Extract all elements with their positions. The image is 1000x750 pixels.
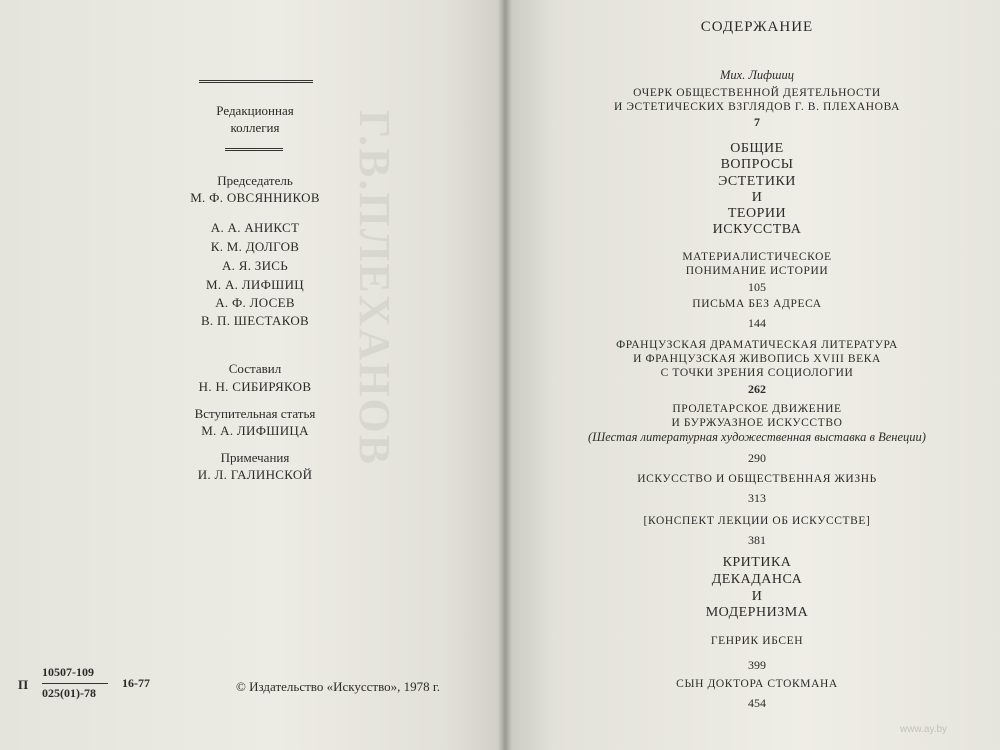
notes-name: И. Л. ГАЛИНСКОЙ <box>197 467 313 482</box>
toc-entry-title: ГЕНРИК ИБСЕН <box>710 635 804 647</box>
compiled-name: Н. Н. СИБИРЯКОВ <box>198 379 312 394</box>
pub-letter: П <box>18 677 29 692</box>
notes-label: Примечания <box>220 450 290 465</box>
section2-line-1: КРИТИКА <box>722 555 792 570</box>
toc-entry-page: 262 <box>748 382 766 396</box>
short-rule <box>225 148 283 151</box>
toc-entry-page: 381 <box>748 533 766 547</box>
member-1: А. А. АНИКСТ <box>210 220 300 235</box>
gutter <box>498 0 512 750</box>
section1-line-4: И <box>751 190 763 205</box>
intro-name: М. А. ЛИФШИЦА <box>201 423 309 438</box>
section1-line-6: ИСКУССТВА <box>712 222 802 237</box>
show-through-text: Г.В.ПЛЕХАНОВ <box>350 110 399 467</box>
intro-essay-page: 7 <box>754 115 760 129</box>
toc-entry-page: 454 <box>748 696 766 710</box>
watermark: www.ay.by <box>900 724 948 735</box>
toc-entry-title: СЫН ДОКТОРА СТОКМАНА <box>676 678 838 690</box>
section2-line-4: МОДЕРНИЗМА <box>705 605 809 620</box>
member-6: В. П. ШЕСТАКОВ <box>200 313 310 328</box>
member-4: М. А. ЛИФШИЦ <box>206 277 304 292</box>
pub-denominator: 025(01)-78 <box>42 686 96 700</box>
chairman-name: М. Ф. ОВСЯННИКОВ <box>190 190 320 205</box>
toc-entry-page: 399 <box>748 658 766 672</box>
pub-numerator: 10507-109 <box>42 665 94 679</box>
section2-line-3: И <box>751 589 763 604</box>
compiled-label: Составил <box>228 361 282 376</box>
chairman-label: Председатель <box>217 173 293 188</box>
toc-entry-title: ПРОЛЕТАРСКОЕ ДВИЖЕНИЕ И БУРЖУАЗНОЕ ИСКУССТВО <box>671 403 843 429</box>
toc-entry-title: ПИСЬМА БЕЗ АДРЕСА <box>692 298 822 310</box>
toc-entry-page: 144 <box>748 316 766 330</box>
toc-entry-title: ИСКУССТВО И ОБЩЕСТВЕННАЯ ЖИЗНЬ <box>637 473 877 485</box>
author-name: Мих. Лифшиц <box>720 68 794 82</box>
toc-entry-title: [КОНСПЕКТ ЛЕКЦИИ ОБ ИСКУССТВЕ] <box>643 515 871 527</box>
member-3: А. Я. ЗИСЬ <box>221 258 289 273</box>
pub-code: 16-77 <box>122 676 150 690</box>
section1-line-5: ТЕОРИИ <box>727 206 787 221</box>
toc-entry-subtitle: (Шестая литературная художественная выставка в Венеции) <box>588 430 926 444</box>
intro-label: Вступительная статья <box>194 406 316 421</box>
member-2: К. М. ДОЛГОВ <box>210 239 300 254</box>
intro-essay-title: ОЧЕРК ОБЩЕСТВЕННОЙ ДЕЯТЕЛЬНОСТИ И ЭСТЕТИЧЕСКИХ ВЗГЛЯДОВ Г. В. ПЛЕХАНОВА <box>613 87 901 113</box>
toc-entry-page: 105 <box>748 280 766 294</box>
toc-entry-page: 290 <box>748 451 766 465</box>
section1-line-1: ОБЩИЕ <box>730 141 784 156</box>
section1-line-2: ВОПРОСЫ <box>720 157 794 172</box>
toc-entry-page: 313 <box>748 491 766 505</box>
member-5: А. Ф. ЛОСЕВ <box>215 295 295 310</box>
pub-fraction-line <box>42 683 108 684</box>
toc-entry-title: ФРАНЦУЗСКАЯ ДРАМАТИЧЕСКАЯ ЛИТЕРАТУРА И ФРАНЦУЗСКАЯ ЖИВОПИСЬ XVIII ВЕКА С ТОЧКИ ЗРЕНИЯ СОЦИОЛОГИИ <box>616 339 898 379</box>
top-rule <box>199 80 313 83</box>
editorial-board-title: Редакционная коллегия <box>216 103 294 135</box>
contents-heading: СОДЕРЖАНИЕ <box>700 19 814 35</box>
toc-entry-title: МАТЕРИАЛИСТИЧЕСКОЕ ПОНИМАНИЕ ИСТОРИИ <box>682 251 832 277</box>
copyright: © Издательство «Искусство», 1978 г. <box>236 679 441 694</box>
section1-line-3: ЭСТЕТИКИ <box>718 174 796 189</box>
section2-line-2: ДЕКАДАНСА <box>711 572 803 587</box>
